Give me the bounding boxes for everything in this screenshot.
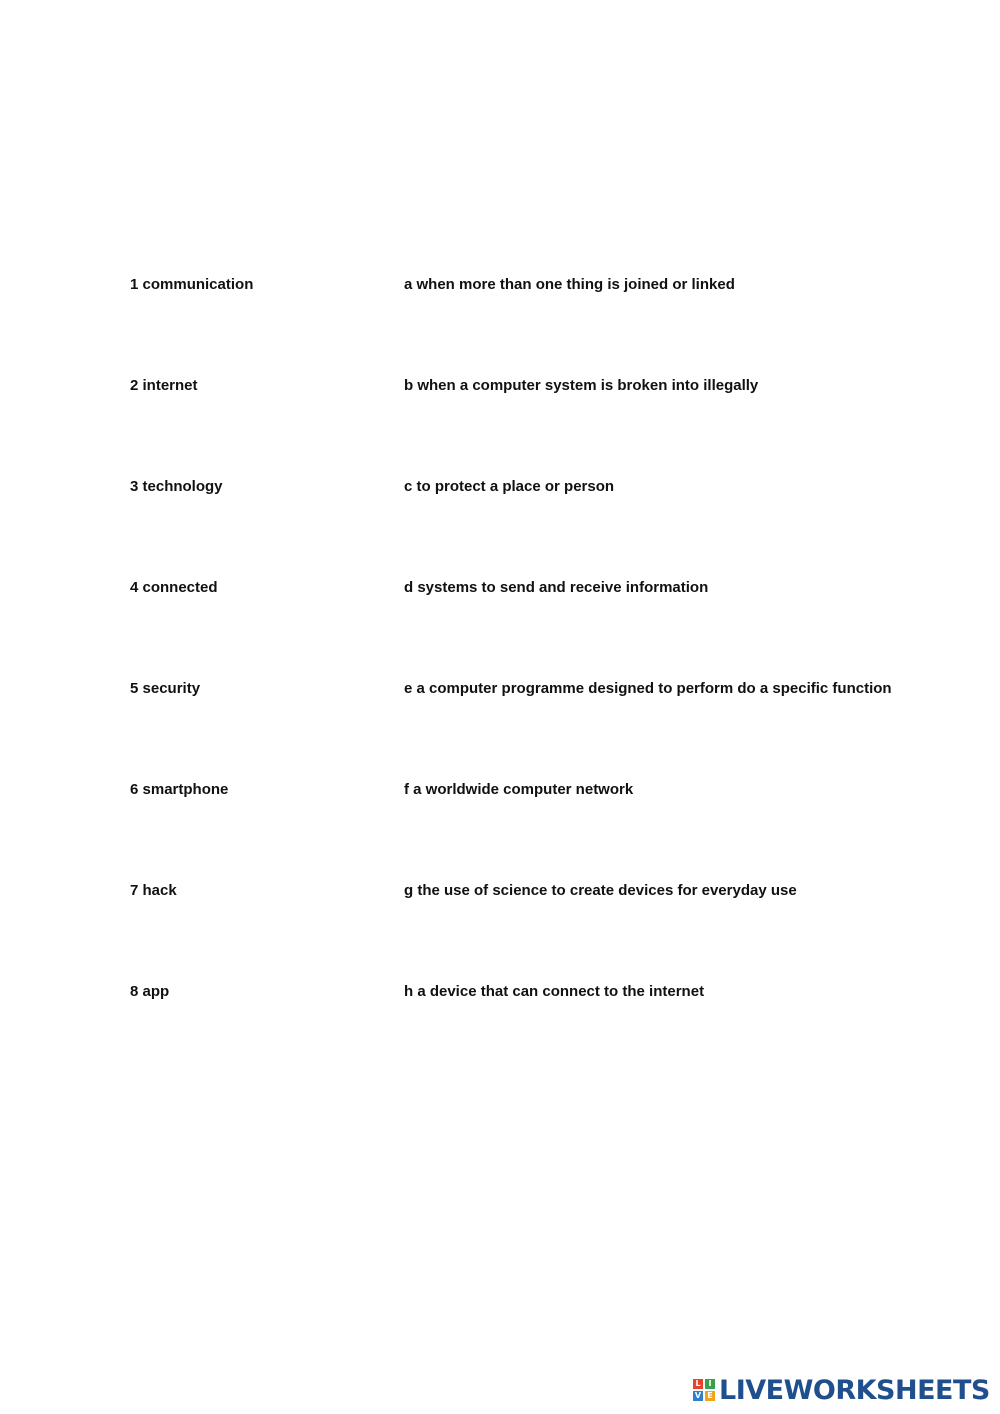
term-label: 5 security bbox=[130, 680, 201, 697]
matching-row bbox=[0, 377, 1000, 401]
definition-label: g the use of science to create devices for everyday use bbox=[404, 882, 797, 899]
term-label: 4 connected bbox=[130, 579, 218, 596]
logo-tile: V bbox=[694, 1391, 702, 1400]
brand-name: LIVEWORKSHEETS bbox=[719, 1374, 990, 1406]
liveworksheets-logo[interactable] bbox=[693, 1373, 990, 1407]
term-label: 8 app bbox=[130, 983, 170, 1000]
term-label: 6 smartphone bbox=[130, 781, 229, 798]
term-label: 3 technology bbox=[130, 478, 223, 495]
definition-label: a when more than one thing is joined or linked bbox=[404, 276, 735, 293]
definition-label: c to protect a place or person bbox=[404, 478, 615, 495]
term-label: 7 hack bbox=[130, 882, 177, 899]
matching-row bbox=[0, 983, 1000, 1007]
matching-row bbox=[0, 276, 1000, 300]
matching-row bbox=[0, 882, 1000, 906]
logo-tile: I bbox=[705, 1379, 715, 1389]
matching-row bbox=[0, 478, 1000, 502]
logo-mark-icon bbox=[693, 1379, 715, 1401]
logo-tile: E bbox=[705, 1391, 715, 1401]
definition-label: d systems to send and receive information bbox=[404, 579, 709, 596]
logo-tile: L bbox=[693, 1379, 703, 1389]
matching-row bbox=[0, 781, 1000, 805]
matching-row bbox=[0, 680, 1000, 704]
definition-label: b when a computer system is broken into illegally bbox=[404, 377, 759, 394]
definition-label: f a worldwide computer network bbox=[404, 781, 634, 798]
term-label: 1 communication bbox=[130, 276, 254, 293]
term-label: 2 internet bbox=[130, 377, 198, 394]
definition-label: h a device that can connect to the internet bbox=[404, 983, 705, 1000]
definition-label: e a computer programme designed to perform do a specific function bbox=[404, 680, 892, 697]
matching-row bbox=[0, 579, 1000, 603]
